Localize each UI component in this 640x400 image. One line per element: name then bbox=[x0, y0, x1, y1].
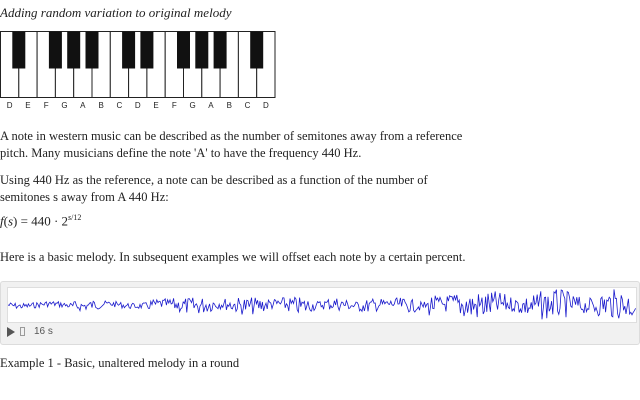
key-label: D bbox=[134, 101, 141, 110]
key-label: F bbox=[171, 101, 177, 110]
black-key[interactable] bbox=[122, 32, 135, 69]
page-title: Adding random variation to original melody bbox=[0, 5, 232, 20]
black-key[interactable] bbox=[177, 32, 190, 69]
black-key[interactable] bbox=[140, 32, 153, 69]
key-label: C bbox=[244, 101, 251, 110]
black-key[interactable] bbox=[67, 32, 80, 69]
piano-keyboard bbox=[0, 31, 276, 111]
loop-icon[interactable] bbox=[20, 327, 25, 336]
frequency-formula: $f(s) = 440 \cdot 2^{s/12}$ bbox=[0, 213, 82, 229]
black-key[interactable] bbox=[195, 32, 208, 69]
play-icon[interactable] bbox=[7, 327, 15, 337]
key-label: G bbox=[61, 101, 68, 110]
example-caption: Example 1 - Basic, unaltered melody in a round bbox=[0, 356, 240, 370]
black-key[interactable] bbox=[12, 32, 25, 69]
waveform-line bbox=[8, 289, 636, 319]
key-label: A bbox=[208, 101, 214, 110]
key-label: B bbox=[98, 101, 104, 110]
duration-label: 16 s bbox=[34, 326, 53, 337]
black-key[interactable] bbox=[86, 32, 99, 69]
key-label: A bbox=[80, 101, 86, 110]
waveform-display[interactable] bbox=[7, 287, 637, 323]
audio-player[interactable] bbox=[0, 281, 640, 345]
key-label: F bbox=[43, 101, 49, 110]
black-key[interactable] bbox=[250, 32, 263, 69]
key-label: B bbox=[226, 101, 232, 110]
key-label: G bbox=[189, 101, 196, 110]
key-label: E bbox=[153, 101, 159, 110]
paragraph-reference: Using 440 Hz as the reference, a note can be described as a function of the number of semitones s away from A 440 Hz: bbox=[0, 173, 428, 204]
paragraph-semitones: A note in western music can be described as the number of semitones away from a reference pitch. Many musicians define the note 'A' to have the frequency 440 Hz. bbox=[0, 129, 463, 160]
key-label: D bbox=[6, 101, 13, 110]
key-label: E bbox=[25, 101, 31, 110]
key-label: D bbox=[262, 101, 269, 110]
black-key[interactable] bbox=[49, 32, 62, 69]
paragraph-melody-intro: Here is a basic melody. In subsequent examples we will offset each note by a certain percent. bbox=[0, 250, 466, 264]
black-key[interactable] bbox=[214, 32, 227, 69]
key-label: C bbox=[116, 101, 123, 110]
